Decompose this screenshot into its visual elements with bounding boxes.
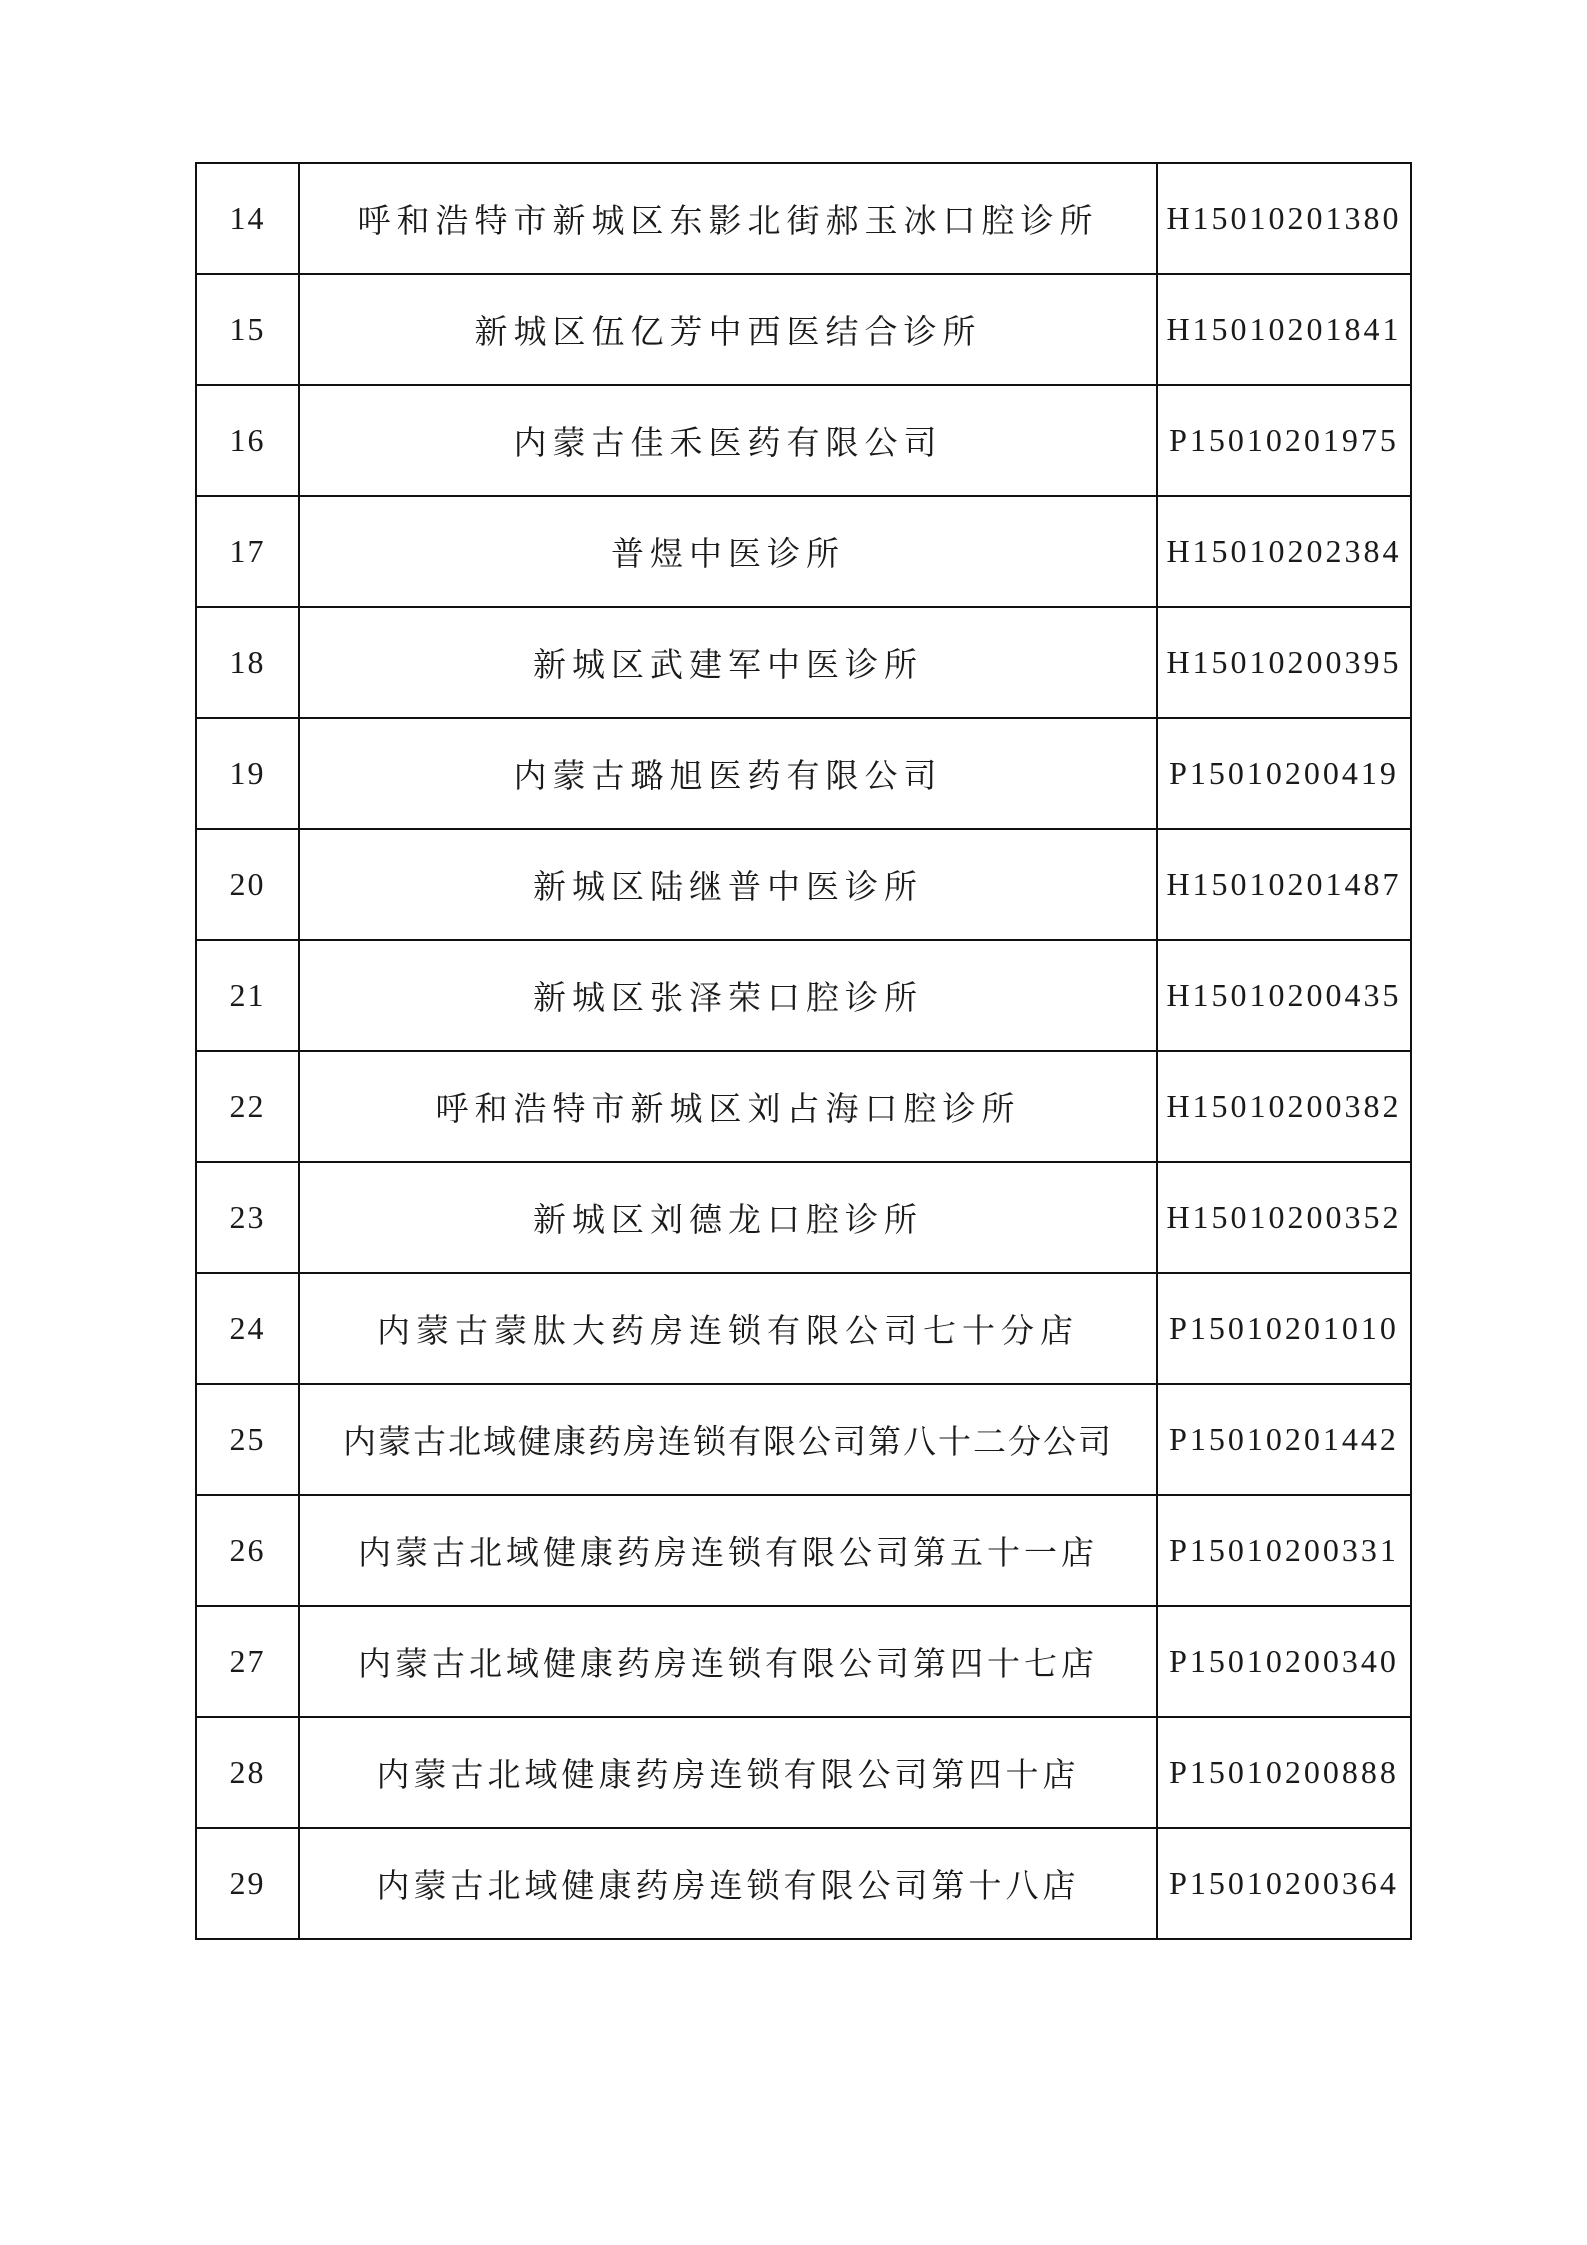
table-row xyxy=(196,1384,1411,1495)
table-row xyxy=(196,274,1411,385)
institution-code: H15010201841 xyxy=(1157,274,1411,385)
institution-name: 新城区张泽荣口腔诊所 xyxy=(299,940,1157,1051)
row-number: 19 xyxy=(196,718,299,829)
institution-name: 内蒙古蒙肽大药房连锁有限公司七十分店 xyxy=(299,1273,1157,1384)
institution-name: 内蒙古北域健康药房连锁有限公司第四十店 xyxy=(299,1717,1157,1828)
table-row xyxy=(196,1273,1411,1384)
institution-name: 内蒙古佳禾医药有限公司 xyxy=(299,385,1157,496)
institution-code: H15010200435 xyxy=(1157,940,1411,1051)
institution-name: 内蒙古北域健康药房连锁有限公司第五十一店 xyxy=(299,1495,1157,1606)
institution-name: 新城区武建军中医诊所 xyxy=(299,607,1157,718)
row-number: 27 xyxy=(196,1606,299,1717)
institution-code: P15010200340 xyxy=(1157,1606,1411,1717)
institution-code: P15010200364 xyxy=(1157,1828,1411,1939)
row-number: 14 xyxy=(196,163,299,274)
table-row xyxy=(196,496,1411,607)
table-row xyxy=(196,718,1411,829)
table-row xyxy=(196,1717,1411,1828)
table-row xyxy=(196,1051,1411,1162)
row-number: 28 xyxy=(196,1717,299,1828)
row-number: 25 xyxy=(196,1384,299,1495)
institution-name: 新城区刘德龙口腔诊所 xyxy=(299,1162,1157,1273)
institution-name: 普煜中医诊所 xyxy=(299,496,1157,607)
table-row xyxy=(196,163,1411,274)
institution-name: 呼和浩特市新城区刘占海口腔诊所 xyxy=(299,1051,1157,1162)
row-number: 16 xyxy=(196,385,299,496)
row-number: 29 xyxy=(196,1828,299,1939)
row-number: 21 xyxy=(196,940,299,1051)
table-row xyxy=(196,1606,1411,1717)
row-number: 23 xyxy=(196,1162,299,1273)
row-number: 17 xyxy=(196,496,299,607)
institution-code: H15010200395 xyxy=(1157,607,1411,718)
institution-code: P15010200331 xyxy=(1157,1495,1411,1606)
institution-name: 内蒙古北域健康药房连锁有限公司第十八店 xyxy=(299,1828,1157,1939)
table-row xyxy=(196,1828,1411,1939)
institution-name: 内蒙古北域健康药房连锁有限公司第八十二分公司 xyxy=(299,1384,1157,1495)
institution-code: H15010201380 xyxy=(1157,163,1411,274)
row-number: 20 xyxy=(196,829,299,940)
table-row xyxy=(196,1162,1411,1273)
institution-code: H15010202384 xyxy=(1157,496,1411,607)
row-number: 15 xyxy=(196,274,299,385)
row-number: 22 xyxy=(196,1051,299,1162)
institution-code: P15010200888 xyxy=(1157,1717,1411,1828)
table-row xyxy=(196,940,1411,1051)
institution-table xyxy=(195,162,1412,1940)
institution-code: H15010200382 xyxy=(1157,1051,1411,1162)
row-number: 26 xyxy=(196,1495,299,1606)
table-body xyxy=(196,163,1411,1939)
institution-code: H15010201487 xyxy=(1157,829,1411,940)
institution-code: P15010201442 xyxy=(1157,1384,1411,1495)
institution-code: P15010200419 xyxy=(1157,718,1411,829)
institution-name: 内蒙古璐旭医药有限公司 xyxy=(299,718,1157,829)
institution-name: 呼和浩特市新城区东影北街郝玉冰口腔诊所 xyxy=(299,163,1157,274)
row-number: 24 xyxy=(196,1273,299,1384)
institution-code: H15010200352 xyxy=(1157,1162,1411,1273)
table-row xyxy=(196,607,1411,718)
table-row xyxy=(196,1495,1411,1606)
table-row xyxy=(196,829,1411,940)
institution-name: 内蒙古北域健康药房连锁有限公司第四十七店 xyxy=(299,1606,1157,1717)
institution-code: P15010201010 xyxy=(1157,1273,1411,1384)
table-row xyxy=(196,385,1411,496)
institution-code: P15010201975 xyxy=(1157,385,1411,496)
institution-name: 新城区陆继普中医诊所 xyxy=(299,829,1157,940)
institution-name: 新城区伍亿芳中西医结合诊所 xyxy=(299,274,1157,385)
row-number: 18 xyxy=(196,607,299,718)
